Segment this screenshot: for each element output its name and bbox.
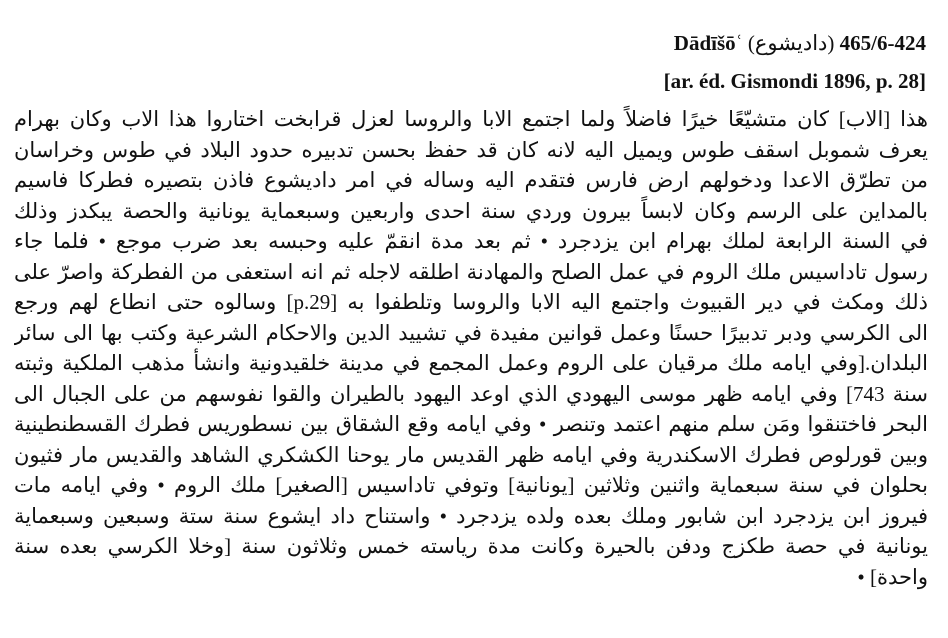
text-line: يونانية في حصة طكزج ودفن بالحيرة وكانت مدة رياسته خمس وثلاثون سنة [وخلا الكرسي بعده سنة	[14, 534, 928, 558]
patriarch-name-arabic: (داديشوع)	[747, 31, 835, 55]
text-line: وبين قورلوص فطرك الاسكندرية وفي ايامه ظهر القديس مار يوحنا الكشكري الشاهد والقديس مار فثيون	[14, 442, 928, 467]
patriarch-name-latin: Dādīšōʿ	[673, 31, 743, 55]
text-line: البحر فاختنقوا ومَن سلم منهم اعتمد وتنصر • وفي ايامه وقع الشقاق بين نسطوريس فطرك القسطنطينية	[14, 412, 928, 436]
text-line: ذلك ومكث في دير القبيوث واجتمع اليه الابا والروسا وتلطفوا به [p.29] وسالوه حتى انطاع لهم ورجع	[14, 290, 928, 314]
text-line: البلدان.[وفي ايامه ملك مرقيان على الروم وعمل المجمع في مدينة خلقيدونية وانشأ مذهب الملكية وثبته	[14, 351, 928, 375]
text-line: فيروز ابن يزدجرد ابن شابور وملك بعده ولده يزدجرد • واستناح داد ايشوع سنة ستة وسبعين وسبعماية	[14, 503, 928, 528]
source-reference: [ar. éd. Gismondi 1896, p. 28]	[663, 69, 926, 93]
text-line: بحلوان في سنة سبعماية واثنين وثلاثين [يونانية] وتوفي تاداسيس [الصغير] ملك الروم • وفي ايامه مات	[14, 473, 928, 497]
text-line: بالمداين على الرسم وكان لابساً بيرون وردي سنة احدى واربعين وسبعماية يونانية والحصة يبكدز وذلك	[14, 198, 928, 223]
arabic-body-text	[14, 104, 928, 592]
text-line: سنة 743] وفي ايامه ظهر موسى اليهودي الذي اوعد اليهود بالطيران والقوا نفوسهم من على الجبال الى	[14, 381, 928, 406]
text-line: رسول تاداسيس ملك الروم في عمل الصلح والمهادنة اطلقه لاجله ثم انه استعفى من الفطركة واصرّ على	[14, 259, 928, 284]
text-line: في السنة الرابعة لملك بهرام ابن يزدجرد • ثم بعد مدة انقمّ عليه وحبسه بعد ضرب موجع • فلما جاء	[14, 229, 928, 253]
text-line: يعرف شموبل اسقف طوس ويميل اليه لانه كان قد حفظ بحسن تدبيره حدود البلاد في طوس وخراسان	[14, 137, 928, 162]
entry-title	[674, 33, 926, 54]
text-line: هذا [الاب] كان متشيّعًا خيرًا فاضلاً ولما اجتمع الابا والروسا لعزل قرابخت اختاروا هذا الاب وكان بهرام	[14, 107, 928, 131]
text-line: الى الكرسي ودبر تدبيرًا حسنًا وعمل قوانين مفيدة في تشييد الدين والاحكام الشرعية وكتب بها الى سائر	[14, 320, 928, 345]
text-line: من تطرّق الاعدا ودخولهم ارض فارس فتقدم اليه وساله في امر داديشوع فاذن بتصيره فطركا فاسيم	[14, 168, 928, 192]
text-line: واحدة] •	[857, 564, 928, 589]
entry-dates: 424-465/6	[839, 31, 926, 55]
